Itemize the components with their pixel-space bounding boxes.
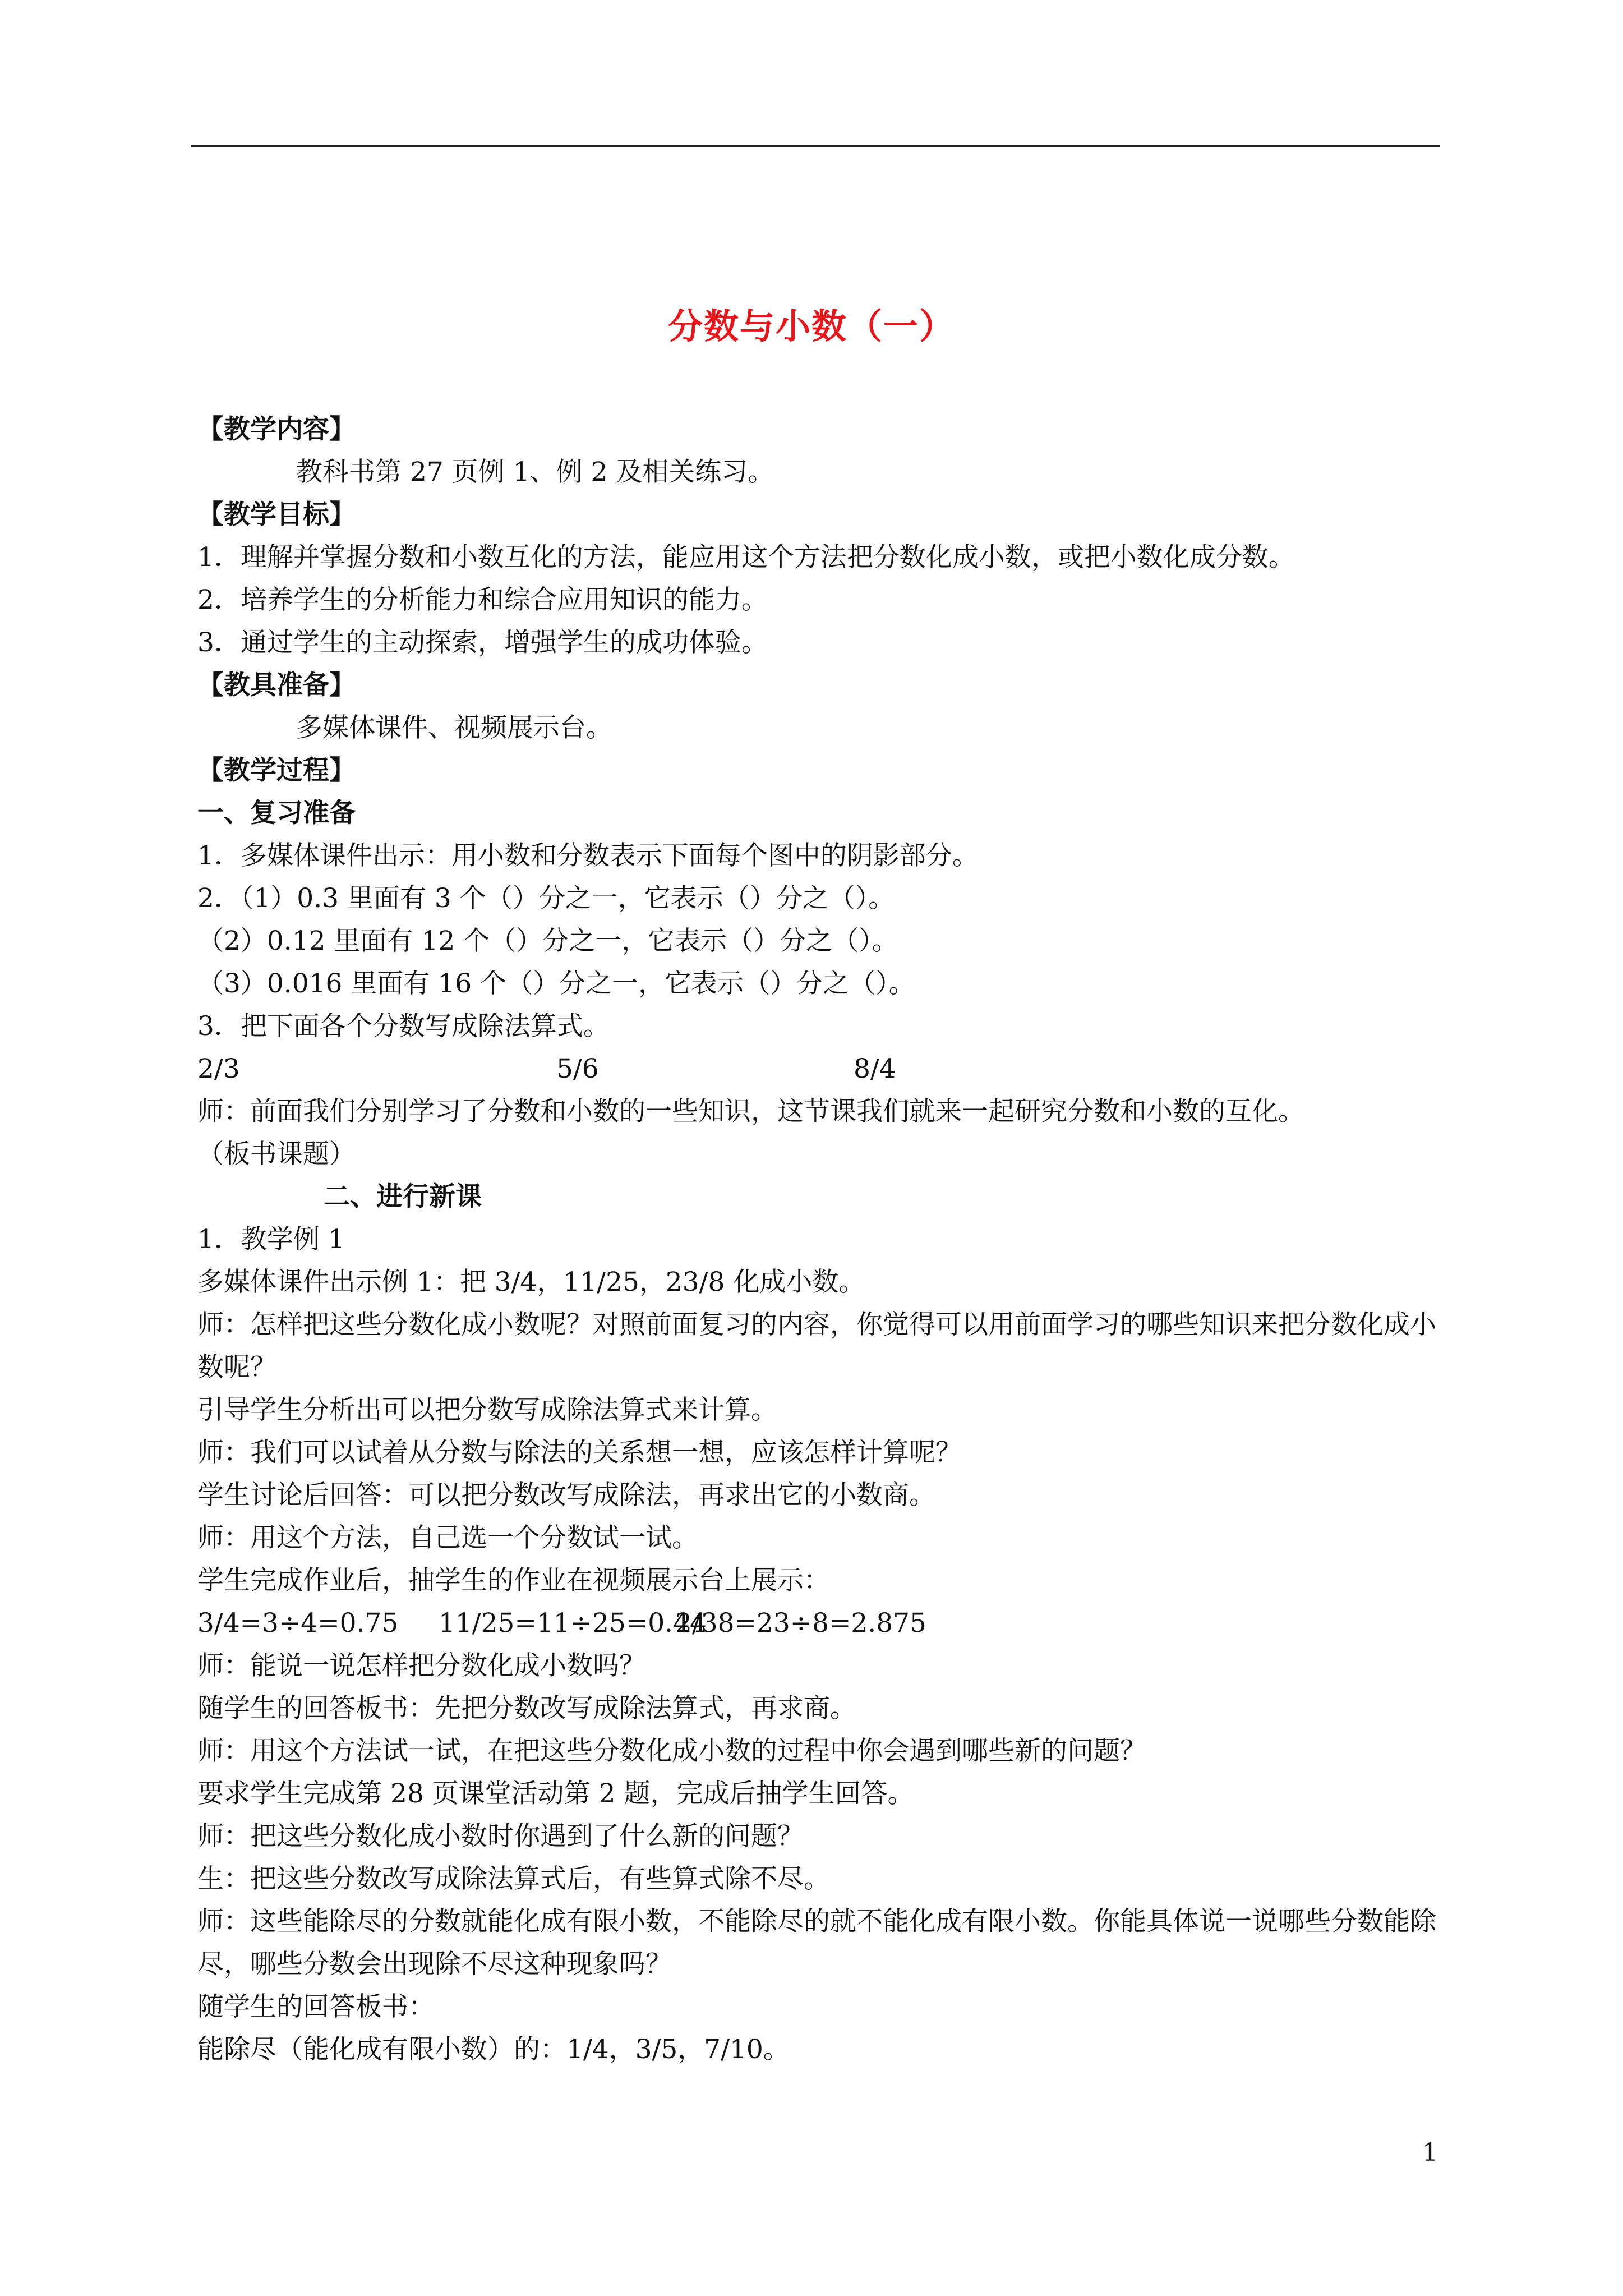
fraction: 8/4 xyxy=(854,1053,896,1084)
paragraph: 能除尽（能化成有限小数）的：1/4，3/5，7/10。 xyxy=(197,2034,790,2065)
tools-heading: 【教具准备】 xyxy=(197,670,356,701)
paragraph: 师：能说一说怎样把分数化成小数吗？ xyxy=(197,1650,645,1681)
goal-item: 2．培养学生的分析能力和综合应用知识的能力。 xyxy=(197,585,768,615)
paragraph: 引导学生分析出可以把分数写成除法算式来计算。 xyxy=(197,1395,777,1425)
review-item-2-2: （2）0.12 里面有 12 个（）分之一，它表示（）分之（）。 xyxy=(197,926,898,956)
paragraph: 师：怎样把这些分数化成小数呢？对照前面复习的内容，你觉得可以用前面学习的哪些知识来把分数化成小数呢？ xyxy=(197,1309,1436,1383)
fraction: 5/6 xyxy=(556,1053,599,1084)
paragraph: 多媒体课件出示例 1：把 3/4，11/25，23/8 化成小数。 xyxy=(197,1267,865,1297)
review-heading: 一、复习准备 xyxy=(197,798,356,829)
paragraph: 师：这些能除尽的分数就能化成有限小数，不能除尽的就不能化成有限小数。你能具体说一说哪些分数能除尽，哪些分数会出现除不尽这种现象吗？ xyxy=(197,1906,1436,1980)
process-heading: 【教学过程】 xyxy=(197,755,356,786)
equation: 2/38=23÷8=2.875 xyxy=(675,1608,926,1639)
equation: 3/4=3÷4=0.75 xyxy=(197,1608,399,1639)
paragraph: 随学生的回答板书： xyxy=(197,1991,435,2022)
paragraph: 学生完成作业后，抽学生的作业在视频展示台上展示： xyxy=(197,1565,830,1596)
header-rule xyxy=(191,145,1440,147)
paragraph: 生：把这些分数改写成除法算式后，有些算式除不尽。 xyxy=(197,1864,830,1894)
teacher-intro: 师：前面我们分别学习了分数和小数的一些知识，这节课我们就来一起研究分数和小数的互化。 xyxy=(197,1096,1304,1127)
fraction: 2/3 xyxy=(197,1053,240,1084)
paragraph: 师：我们可以试着从分数与除法的关系想一想，应该怎样计算呢？ xyxy=(197,1437,962,1468)
paragraph: 师：用这个方法试一试，在把这些分数化成小数的过程中你会遇到哪些新的问题？ xyxy=(197,1736,1146,1766)
content-heading: 【教学内容】 xyxy=(197,414,356,445)
document-title: 分数与小数（一） xyxy=(667,306,955,347)
goal-item: 1．理解并掌握分数和小数互化的方法，能应用这个方法把分数化成小数，或把小数化成分数。 xyxy=(197,542,1295,573)
document-body xyxy=(197,408,1442,2071)
content-text: 教科书第 27 页例 1、例 2 及相关练习。 xyxy=(296,457,774,487)
review-item-1: 1．多媒体课件出示：用小数和分数表示下面每个图中的阴影部分。 xyxy=(197,840,979,871)
paragraph: 师：把这些分数化成小数时你遇到了什么新的问题？ xyxy=(197,1821,804,1852)
new-lesson-heading: 二、进行新课 xyxy=(324,1181,482,1212)
paragraph: 随学生的回答板书：先把分数改写成除法算式，再求商。 xyxy=(197,1693,856,1724)
goal-item: 3．通过学生的主动探索，增强学生的成功体验。 xyxy=(197,627,768,658)
fractions-row xyxy=(197,1048,1442,1091)
page-number: 1 xyxy=(1422,2138,1438,2167)
paragraph: 师：用这个方法，自己选一个分数试一试。 xyxy=(197,1522,698,1553)
paragraph: 要求学生完成第 28 页课堂活动第 2 题，完成后抽学生回答。 xyxy=(197,1778,914,1809)
review-item-2-3: （3）0.016 里面有 16 个（）分之一，它表示（）分之（）。 xyxy=(197,968,915,999)
paragraph: 学生讨论后回答：可以把分数改写成除法，再求出它的小数商。 xyxy=(197,1480,935,1511)
tools-text: 多媒体课件、视频展示台。 xyxy=(296,712,612,743)
review-item-2-1: 2．（1）0.3 里面有 3 个（）分之一，它表示（）分之（）。 xyxy=(197,883,895,914)
equation: 11/25=11÷25=0.44 xyxy=(439,1608,707,1639)
paragraph: 1．教学例 1 xyxy=(197,1224,345,1255)
equations-row xyxy=(197,1602,1442,1645)
goals-heading: 【教学目标】 xyxy=(197,499,356,530)
board-note: （板书课题） xyxy=(197,1139,356,1170)
review-item-3: 3．把下面各个分数写成除法算式。 xyxy=(197,1011,610,1042)
